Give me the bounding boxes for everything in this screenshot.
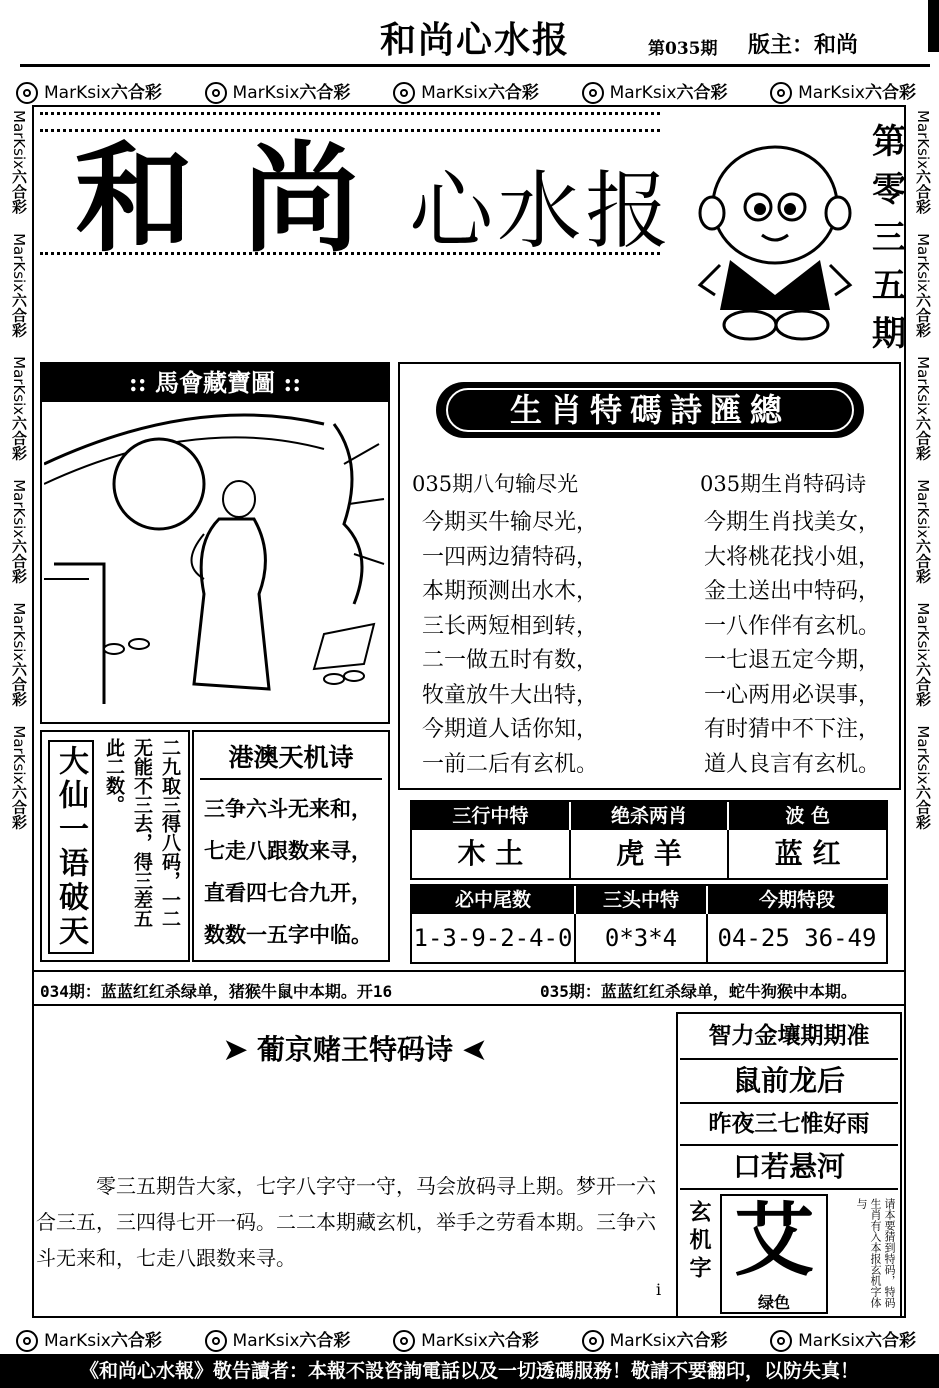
tianji-poem bbox=[204, 788, 386, 956]
poem-line: 有时猜中不下注， bbox=[704, 717, 881, 742]
poem-line: 一心两用必误事， bbox=[704, 682, 881, 708]
immortal-text: 二九取三得八码，一二 无能不三去，得三差五 此二数。 bbox=[103, 738, 181, 928]
watermark: MarKsix六合彩 bbox=[770, 1326, 916, 1352]
poem-summary-title: 生肖特碼詩匯總 bbox=[446, 388, 854, 432]
poem-line: 牧童放牛大出特， bbox=[422, 682, 599, 708]
table-cell: 蓝 红 bbox=[774, 837, 841, 870]
table-header: 必中尾数 bbox=[412, 886, 576, 914]
poem-line: 今期买牛输尽光， bbox=[422, 510, 599, 535]
tip-line: 智力金壤期期准 bbox=[708, 1022, 870, 1049]
poem-line: 一四两边猜特码， bbox=[422, 544, 599, 570]
masthead-ornament-bottom bbox=[40, 252, 660, 255]
flower-icon bbox=[393, 1330, 415, 1352]
poem-line: 今期生肖找美女， bbox=[704, 510, 881, 535]
secret-char: 艾 bbox=[734, 1193, 814, 1287]
poem-line: 三长两短相到转， bbox=[422, 613, 599, 639]
flower-icon bbox=[393, 82, 415, 104]
table-cell: 虎 羊 bbox=[571, 830, 730, 878]
result-prev: 034期：蓝蓝红红杀绿单，猪猴牛鼠中本期。开16 bbox=[40, 982, 393, 1001]
table-header: 三头中特 bbox=[576, 886, 708, 914]
poem-line: 数数一五字中临。 bbox=[204, 922, 372, 947]
tip-line: 口若悬河 bbox=[680, 1144, 898, 1190]
header-rule bbox=[20, 64, 930, 67]
treasure-map-illustration bbox=[44, 404, 386, 720]
watermark: MarKsix六合彩 bbox=[582, 1326, 728, 1352]
secret-char-label: 玄机字 bbox=[686, 1200, 712, 1284]
secret-poem-text: 零三五期告大家，七字八字守一守，马会放码寻上期。梦开一六合三五，三四得七开一码。二二本期藏玄机，举手之劳看本期。三争六斗无来和，七走八跟数来寻。 bbox=[36, 1174, 656, 1270]
footer-notice: 《和尚心水報》敬告讀者：本報不設咨詢電話以及一切透碼服務！敬請不要翻印，以防失真！ bbox=[0, 1354, 939, 1388]
treasure-map-title: :: 馬會藏寶圖 :: bbox=[42, 364, 388, 402]
arrow-right-icon: ➤ bbox=[223, 1033, 248, 1066]
flower-icon bbox=[770, 82, 792, 104]
prediction-table-1 bbox=[410, 800, 888, 880]
header-issue: 第035期 bbox=[648, 39, 718, 59]
prediction-table-2 bbox=[410, 884, 888, 964]
poem-line: 道人良言有玄机。 bbox=[704, 751, 881, 777]
watermark: MarKsix六合彩 bbox=[393, 1326, 539, 1352]
watermark: MarKsix六合彩 bbox=[205, 1326, 351, 1352]
table-cell: 木 土 bbox=[412, 830, 571, 878]
watermark-row-top bbox=[16, 78, 916, 104]
tianji-title: 港澳天机诗 bbox=[200, 738, 382, 780]
flower-icon bbox=[582, 82, 604, 104]
poem-line: 今期道人话你知， bbox=[422, 717, 599, 742]
flower-icon bbox=[205, 1330, 227, 1352]
poem-left bbox=[412, 468, 682, 782]
result-curr: 035期：蓝蓝红红杀绿单，蛇牛狗猴中本期。 bbox=[540, 982, 857, 1001]
watermark: MarKsix六合彩 bbox=[205, 78, 351, 104]
flower-icon bbox=[205, 82, 227, 104]
poem-line: 直看四七合九开， bbox=[204, 880, 372, 905]
secret-poem-mark: i bbox=[656, 1280, 662, 1299]
poem-right-heading: 035期生肖特码诗 bbox=[700, 472, 867, 496]
masthead-title: 和 尚 心水报 bbox=[75, 129, 674, 268]
tip-line: 鼠前龙后 bbox=[680, 1058, 898, 1102]
table-cell: 04-25 36-49 bbox=[717, 924, 877, 952]
table-header: 三行中特 bbox=[412, 802, 571, 830]
watermark: MarKsix六合彩 bbox=[770, 78, 916, 104]
monk-mascot bbox=[690, 135, 860, 349]
poem-right bbox=[700, 468, 900, 782]
watermark: MarKsix六合彩 bbox=[582, 78, 728, 104]
header-title: 和尚心水报 bbox=[380, 19, 571, 61]
flower-icon bbox=[16, 1330, 38, 1352]
table-header: 绝杀两肖 bbox=[571, 802, 730, 830]
poem-line: 大将桃花找小姐， bbox=[704, 544, 881, 570]
poem-line: 一七退五定今期， bbox=[704, 648, 881, 673]
table-header: 今期特段 bbox=[708, 886, 886, 914]
poem-line: 一八作伴有玄机。 bbox=[704, 613, 881, 639]
poem-line: 二一做五时有数， bbox=[422, 648, 599, 673]
watermark: MarKsix六合彩 bbox=[16, 78, 162, 104]
watermark-column-left: MarKsix六合彩 MarKsix六合彩 MarKsix六合彩 MarKsix六合彩 MarKsix六合彩 MarKsix六合彩 bbox=[10, 110, 28, 830]
watermark-row-bottom bbox=[16, 1326, 916, 1352]
secret-char-color: 绿色 bbox=[757, 1293, 790, 1312]
flower-icon bbox=[16, 82, 38, 104]
poem-line: 本期预测出水木， bbox=[422, 579, 599, 604]
table-cell: 0*3*4 bbox=[576, 914, 708, 962]
watermark: MarKsix六合彩 bbox=[393, 78, 539, 104]
table-header: 波 色 bbox=[729, 802, 886, 830]
vertical-issue: 第 零 三 五 期 bbox=[872, 122, 906, 354]
flower-icon bbox=[582, 1330, 604, 1352]
immortal-title: 大仙一语破天 bbox=[48, 740, 94, 954]
table-cell: 1-3-9-2-4-0 bbox=[412, 914, 576, 962]
poem-line: 金土送出中特码， bbox=[704, 579, 881, 604]
arrow-left-icon: ➤ bbox=[462, 1033, 487, 1066]
poem-line: 三争六斗无来和， bbox=[204, 796, 372, 821]
header-corner-bar bbox=[928, 0, 939, 52]
secret-char-note: 请本要猜到特码，特码生肖有入本报玄机字体与 bbox=[855, 1198, 896, 1308]
watermark: MarKsix六合彩 bbox=[16, 1326, 162, 1352]
watermark-column-right: MarKsix六合彩 MarKsix六合彩 MarKsix六合彩 MarKsix六合彩 MarKsix六合彩 MarKsix六合彩 bbox=[914, 110, 932, 830]
flower-icon bbox=[770, 1330, 792, 1352]
header-editor: 版主：和尚 bbox=[748, 32, 859, 58]
poem-line: 七走八跟数来寻， bbox=[204, 838, 372, 863]
poem-line: 一前二后有玄机。 bbox=[422, 751, 599, 777]
tip-line: 昨夜三七惟好雨 bbox=[680, 1102, 898, 1144]
secret-poem-title: ➤ 葡京赌王特码诗 ➤ bbox=[200, 1028, 510, 1072]
poem-left-heading: 035期八句输尽光 bbox=[412, 472, 579, 496]
